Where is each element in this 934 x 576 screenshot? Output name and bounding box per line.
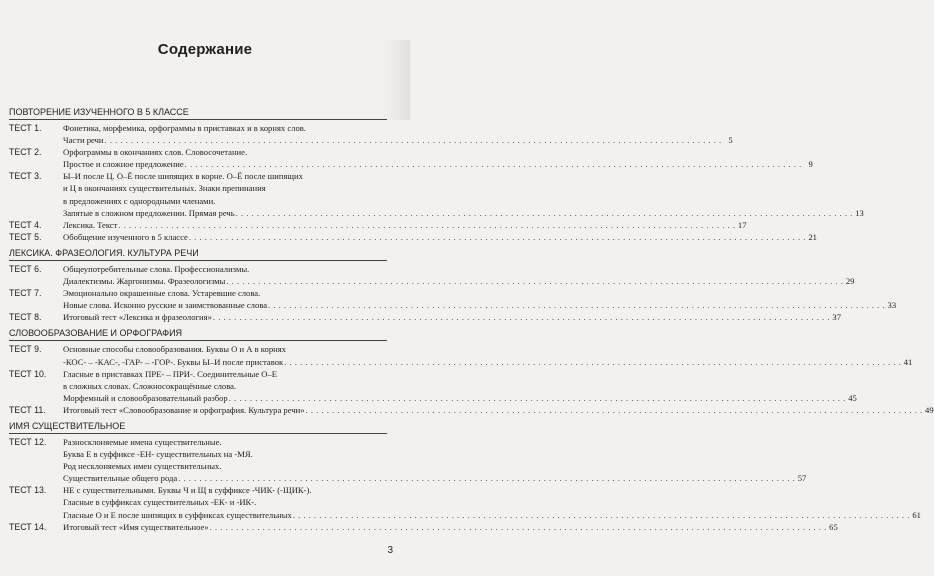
- entry-title-line: Ы–И после Ц. О–Ё после шипящих в корне. О–Ё после шипящих: [63, 171, 303, 182]
- entry-title-line: [63, 207, 864, 219]
- test-number: ТЕСТ 13.: [9, 485, 47, 496]
- entry-page-number: 5: [728, 135, 733, 146]
- entry-title-text: Обобщение изученного в 5 классе: [63, 231, 188, 242]
- entry-title-line: [63, 521, 838, 533]
- entry-page-number: 9: [808, 159, 813, 170]
- entry-title: [63, 404, 934, 416]
- entry-title: [63, 231, 817, 243]
- entry-page-number: 49: [925, 404, 934, 415]
- entry-title-line: в сложных словах. Сложносокращённые слова.: [63, 380, 237, 391]
- toc-entry[interactable]: [9, 170, 864, 218]
- entry-title-line: Буква Е в суффиксе -ЕН- существительных на -МЯ.: [63, 449, 253, 460]
- entry-title-line: Гласные в суффиксах существительных -ЕК- и -ИК-.: [63, 497, 257, 508]
- entry-title-text: Простое и сложное предложение: [63, 159, 184, 170]
- toc-entry[interactable]: [9, 484, 921, 520]
- entry-title-line: [63, 299, 897, 311]
- dot-leader: [210, 521, 827, 533]
- test-number: ТЕСТ 1.: [9, 123, 42, 133]
- entry-title: [63, 287, 897, 311]
- entry-title-text: Части речи: [63, 135, 104, 146]
- test-number: ТЕСТ 2.: [9, 147, 42, 158]
- entry-title: [63, 436, 807, 484]
- entry-title-line: и Ц в окончаниях существительных. Знаки препинания: [63, 183, 266, 194]
- entry-title-text: Морфемный и словообразовательный разбор: [63, 392, 228, 403]
- dot-leader: [284, 356, 901, 368]
- entry-title-line: [63, 219, 747, 231]
- entry-title-line: Эмоционально окрашенные слова. Устаревшие слова.: [63, 288, 261, 299]
- entry-title-text: Существительные общего рода: [63, 473, 178, 484]
- entry-title: [63, 219, 747, 231]
- entry-title-line: в предложениях с однородными членами.: [63, 195, 216, 206]
- dot-leader: [185, 158, 802, 170]
- toc-entry[interactable]: [9, 146, 813, 170]
- section-heading: ЛЕКСИКА. ФРАЗЕОЛОГИЯ. КУЛЬТУРА РЕЧИ: [9, 247, 387, 261]
- entry-title-line: [63, 404, 934, 416]
- entry-title-line: [63, 392, 857, 404]
- test-number: ТЕСТ 9.: [9, 344, 42, 355]
- dot-leader: [229, 392, 846, 404]
- entry-title-line: [63, 311, 841, 323]
- toc-entry[interactable]: [9, 404, 934, 416]
- entry-title-line: Общеупотребительные слова. Профессионализмы.: [63, 263, 250, 274]
- dot-leader: [178, 472, 795, 484]
- entry-page-number: 37: [832, 312, 841, 323]
- toc-entry[interactable]: [9, 287, 897, 311]
- section-heading: ИМЯ СУЩЕСТВИТЕЛЬНОЕ: [9, 420, 387, 434]
- entry-page-number: 21: [808, 231, 817, 242]
- test-number: ТЕСТ 5.: [9, 231, 42, 242]
- entry-page-number: 33: [887, 300, 897, 311]
- dot-leader: [189, 231, 806, 243]
- entry-page-number: 17: [737, 219, 747, 230]
- entry-title-line: [63, 158, 813, 170]
- entry-title-text: Итоговый тест «Лексика и фразеология»: [63, 312, 212, 323]
- dot-leader: [306, 404, 923, 416]
- entry-title: [63, 521, 838, 533]
- test-number: ТЕСТ 11.: [9, 404, 46, 415]
- toc-entry[interactable]: [9, 263, 855, 287]
- table-of-contents: [9, 106, 934, 533]
- dot-leader: [268, 299, 885, 311]
- entry-title-text: Итоговый тест «Словообразование и орфография. Культура речи»: [63, 404, 305, 415]
- test-number: ТЕСТ 12.: [9, 436, 47, 447]
- entry-title: [63, 122, 733, 146]
- entry-title-text: Итоговый тест «Имя существительное»: [63, 521, 209, 532]
- section-heading: СЛОВООБРАЗОВАНИЕ И ОРФОГРАФИЯ: [9, 327, 387, 341]
- toc-entry[interactable]: [9, 436, 807, 484]
- entry-title-line: Орфограммы в окончаниях слов. Словосочетание.: [63, 147, 248, 158]
- toc-entry[interactable]: [9, 219, 747, 231]
- test-number: ТЕСТ 10.: [9, 368, 47, 379]
- entry-page-number: 57: [797, 473, 807, 484]
- entry-page-number: 65: [829, 521, 838, 532]
- entry-title-text: Диалектизмы. Жаргонизмы. Фразеологизмы: [63, 276, 226, 287]
- dot-leader: [236, 207, 853, 219]
- entry-page-number: 61: [912, 509, 921, 520]
- entry-title: [63, 263, 855, 287]
- test-number: ТЕСТ 14.: [9, 521, 47, 532]
- entry-page-number: 29: [845, 276, 855, 287]
- dot-leader: [213, 311, 830, 323]
- entry-title-line: Фонетика, морфемика, орфограммы в приставках и в корнях слов.: [63, 123, 306, 133]
- entry-title-line: Род несклоняемых имен существительных.: [63, 461, 222, 472]
- entry-title-line: Основные способы словообразования. Буквы О и А в корнях: [63, 344, 286, 355]
- test-number: ТЕСТ 4.: [9, 219, 42, 230]
- entry-page-number: 45: [848, 392, 857, 403]
- entry-title-line: НЕ с существительными. Буквы Ч и Щ в суффиксе -ЧИК- (-ЩИК-).: [63, 485, 312, 496]
- dot-leader: [105, 134, 722, 146]
- toc-entry[interactable]: [9, 122, 733, 146]
- entry-title: [63, 146, 813, 170]
- entry-title-line: [63, 356, 913, 368]
- entry-title-line: [63, 472, 807, 484]
- test-number: ТЕСТ 3.: [9, 171, 42, 182]
- entry-title: [63, 484, 921, 520]
- dot-leader: [118, 219, 735, 231]
- dot-leader: [226, 275, 843, 287]
- entry-title: [63, 311, 841, 323]
- page-title: Содержание: [157, 41, 253, 58]
- entry-title-text: Гласные О и Е после шипящих в суффиксах существительных: [63, 509, 292, 520]
- entry-title-line: [63, 134, 733, 146]
- entry-title-line: Гласные в приставках ПРЕ- – ПРИ-. Соединительные О–Е: [63, 368, 278, 379]
- entry-title-text: Запятые в сложном предложении. Прямая речь: [63, 207, 235, 218]
- entry-title: [63, 343, 913, 367]
- entry-page-number: 13: [855, 207, 864, 218]
- toc-entry[interactable]: [9, 311, 841, 323]
- dot-leader: [293, 509, 910, 521]
- entry-title-text: Лексика. Текст: [63, 219, 118, 230]
- entry-title-line: [63, 231, 817, 243]
- toc-entry[interactable]: [9, 231, 817, 243]
- entry-title: [63, 368, 857, 404]
- test-number: ТЕСТ 7.: [9, 288, 42, 299]
- toc-entry[interactable]: [9, 521, 838, 533]
- entry-title-line: Разносклоняемые имена существительные.: [63, 436, 222, 447]
- section-heading: ПОВТОРЕНИЕ ИЗУЧЕННОГО В 5 КЛАССЕ: [9, 106, 387, 120]
- entry-title-text: -КОС- – -КАС-, -ГАР- – -ГОР-. Буквы Ы–И после приставок: [63, 356, 284, 367]
- toc-entry[interactable]: [9, 343, 913, 367]
- test-number: ТЕСТ 8.: [9, 312, 42, 323]
- test-number: ТЕСТ 6.: [9, 263, 42, 274]
- page-number: 3: [387, 545, 393, 556]
- toc-entry[interactable]: [9, 368, 857, 404]
- entry-title-text: Новые слова. Исконно русские и заимствованные слова: [63, 300, 268, 311]
- entry-title-line: [63, 275, 855, 287]
- entry-title: [63, 170, 864, 218]
- entry-title-line: [63, 509, 921, 521]
- entry-page-number: 41: [903, 356, 913, 367]
